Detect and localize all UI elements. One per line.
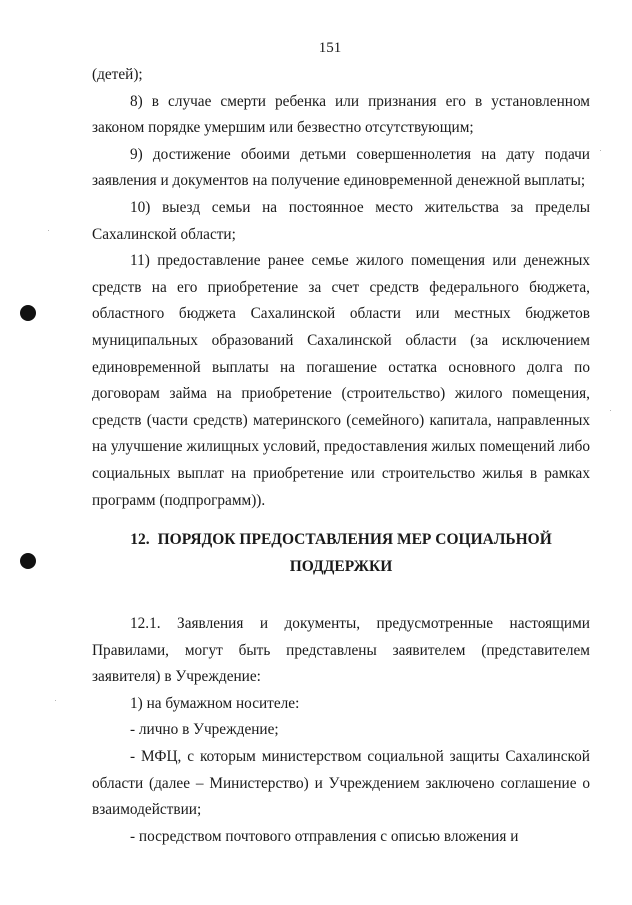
section-number: 12. bbox=[130, 531, 150, 548]
paragraph: 8) в случае смерти ребенка или признания его в установленном законом порядке умершим или безвестно отсутствующим; bbox=[92, 92, 590, 137]
text-block-procedure bbox=[92, 611, 590, 850]
paragraph: - лично в Учреждение; bbox=[130, 721, 279, 739]
section-heading bbox=[92, 526, 590, 580]
paragraph: 12.1. Заявления и документы, предусмотренные настоящими Правилами, могут быть представлены заявителем (представителем заявителя) в Учреждение: bbox=[92, 615, 590, 686]
section-title: ПОРЯДОК ПРЕДОСТАВЛЕНИЯ МЕР СОЦИАЛЬНОЙ bbox=[157, 531, 552, 548]
paragraph: 11) предоставление ранее семье жилого помещения или денежных средств на его приобретение за счет средств федерального бюджета, областного бюджета Сахалинской области или местных бюджетов муниципальных образований Сахалинской области (за исключением единовременной выплаты на погашение остатка основного долга по договорам займа на приобретение (строительство) жилого помещения, средств (части средств) материнского (семейного) капитала, направленных на улучшение жилищных условий, предоставления жилых помещений либо социальных выплат на приобретение или строительство жилья в рамках программ (подпрограмм)). bbox=[92, 252, 590, 509]
section-heading-line-2: ПОДДЕРЖКИ bbox=[289, 558, 393, 575]
paragraph: 9) достижение обоими детьми совершеннолетия на дату подачи заявления и документов на получение единовременной денежной выплаты; bbox=[92, 145, 590, 190]
paragraph: - посредством почтового отправления с описью вложения и bbox=[130, 827, 519, 845]
scan-speck bbox=[55, 700, 56, 701]
scan-speck bbox=[610, 410, 611, 411]
paragraph: 10) выезд семьи на постоянное место жительства за пределы Сахалинской области; bbox=[92, 198, 590, 243]
scan-speck bbox=[48, 230, 49, 231]
paragraph: (детей); bbox=[92, 66, 143, 83]
punch-hole-icon bbox=[20, 305, 36, 321]
punch-hole-icon bbox=[20, 553, 36, 569]
paragraph: - МФЦ, с которым министерством социальной защиты Сахалинской области (далее – Министерство) и Учреждением заключено соглашение о взаимодействии; bbox=[92, 747, 590, 819]
page-number: 151 bbox=[318, 40, 342, 56]
paragraph: 1) на бумажном носителе: bbox=[130, 694, 300, 712]
text-block-conditions bbox=[92, 62, 590, 514]
scan-speck bbox=[600, 150, 601, 151]
section-heading-line-1 bbox=[92, 526, 590, 553]
